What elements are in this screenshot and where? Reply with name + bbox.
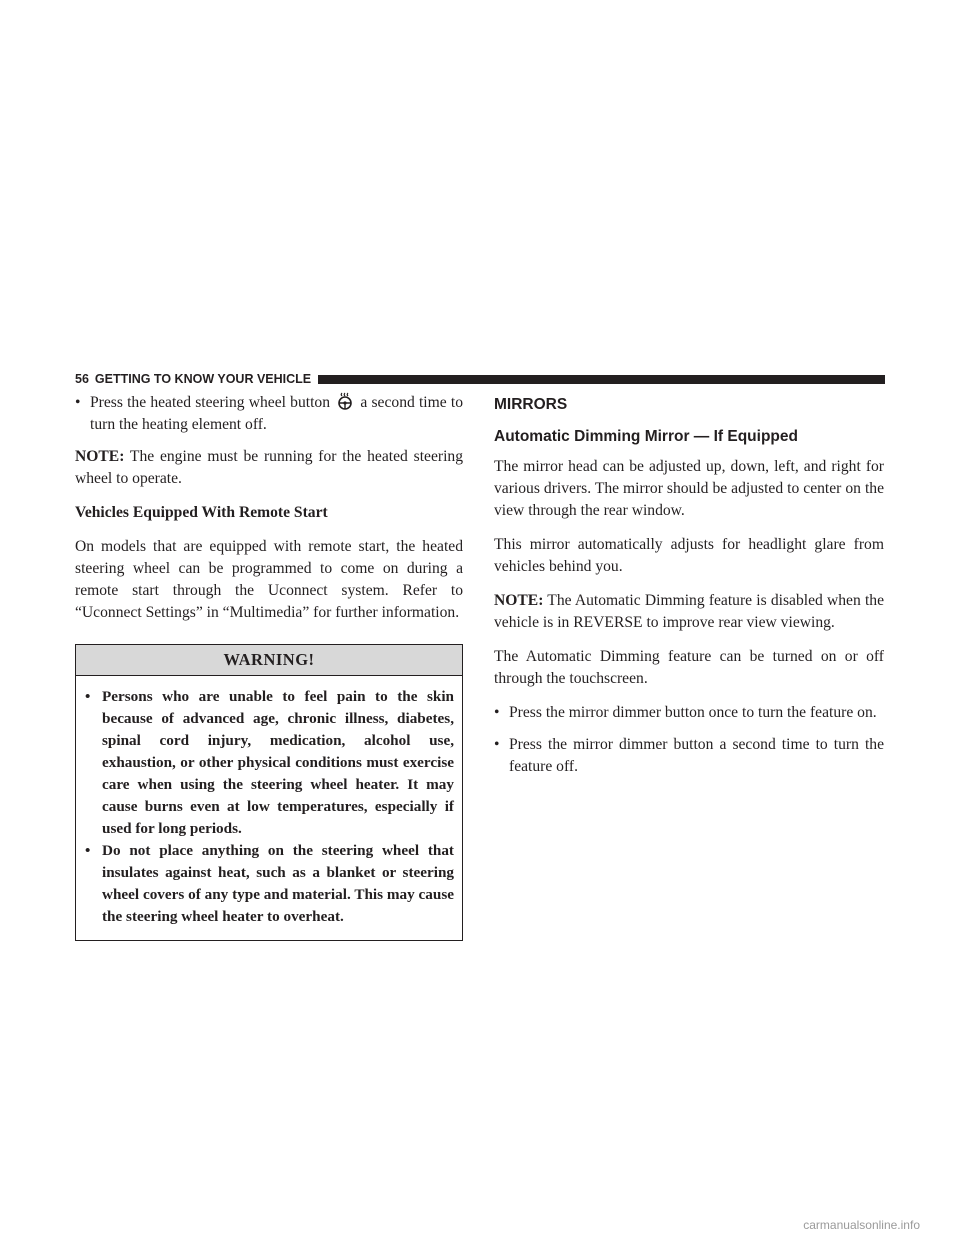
page-header xyxy=(75,368,885,390)
bullet-text: Press the mirror dimmer button once to turn the feature on. xyxy=(509,704,877,721)
bullet-text-end: a second time to turn the heating element off. xyxy=(90,394,463,433)
section-heading-mirrors: MIRRORS xyxy=(494,396,568,413)
page-number: 56 xyxy=(75,372,89,386)
left-column xyxy=(75,392,463,941)
header-rule xyxy=(318,375,885,384)
warning-title: WARNING! xyxy=(76,645,462,676)
bullet-dimmer-off xyxy=(494,734,884,778)
bullet-dot: • xyxy=(75,394,81,411)
bullet-text: Press the mirror dimmer button a second time to turn the feature off. xyxy=(509,736,884,775)
note-text: The Automatic Dimming feature is disabled when the vehicle is in REVERSE to improve rear view viewing. xyxy=(494,592,884,631)
bullet-heated-wheel xyxy=(75,392,463,436)
glare-paragraph: This mirror automatically adjusts for headlight glare from vehicles behind you. xyxy=(494,536,884,575)
subheading-remote-start: Vehicles Equipped With Remote Start xyxy=(75,504,328,521)
watermark: carmanualsonline.info xyxy=(803,1218,920,1232)
note-label: NOTE: xyxy=(494,592,544,609)
warning-body xyxy=(76,676,462,940)
bullet-text-start: Press the heated steering wheel button xyxy=(90,394,331,411)
bullet-dot: • xyxy=(494,736,500,753)
bullet-dot: • xyxy=(85,842,91,859)
remote-start-paragraph: On models that are equipped with remote start, the heated steering wheel can be programmed to come on during a remote start through the Uconnect system. Refer to “Uconnect Settings” in “Multimedia” for further information. xyxy=(75,538,463,621)
bullet-dot: • xyxy=(494,704,500,721)
right-column xyxy=(494,392,884,788)
section-title: GETTING TO KNOW YOUR VEHICLE xyxy=(94,372,312,386)
heated-steering-wheel-icon xyxy=(336,392,354,410)
touchscreen-paragraph: The Automatic Dimming feature can be turned on or off through the touchscreen. xyxy=(494,648,884,687)
warning-item xyxy=(85,686,454,840)
note-label: NOTE: xyxy=(75,448,125,465)
subheading-auto-dimming: Automatic Dimming Mirror — If Equipped xyxy=(494,428,798,445)
note-text: The engine must be running for the heated steering wheel to operate. xyxy=(75,448,463,487)
warning-box xyxy=(75,644,463,941)
warning-item xyxy=(85,840,454,928)
bullet-dimmer-on xyxy=(494,702,884,724)
note-paragraph xyxy=(494,590,884,634)
note-paragraph xyxy=(75,446,463,490)
bullet-dot: • xyxy=(85,688,91,705)
warning-item-text: Persons who are unable to feel pain to the skin because of advanced age, chronic illness, diabetes, spinal cord injury, medication, alcohol use, exhaustion, or other physical conditions must exercise care when using the steering wheel heater. It may cause burns even at low temperatures, especially if used for long periods. xyxy=(102,688,454,837)
mirror-adjust-paragraph: The mirror head can be adjusted up, down, left, and right for various drivers. The mirror should be adjusted to center on the view through the rear window. xyxy=(494,458,884,519)
warning-item-text: Do not place anything on the steering wheel that insulates against heat, such as a blanket or steering wheel covers of any type and material. This may cause the steering wheel heater to overheat. xyxy=(102,842,454,925)
